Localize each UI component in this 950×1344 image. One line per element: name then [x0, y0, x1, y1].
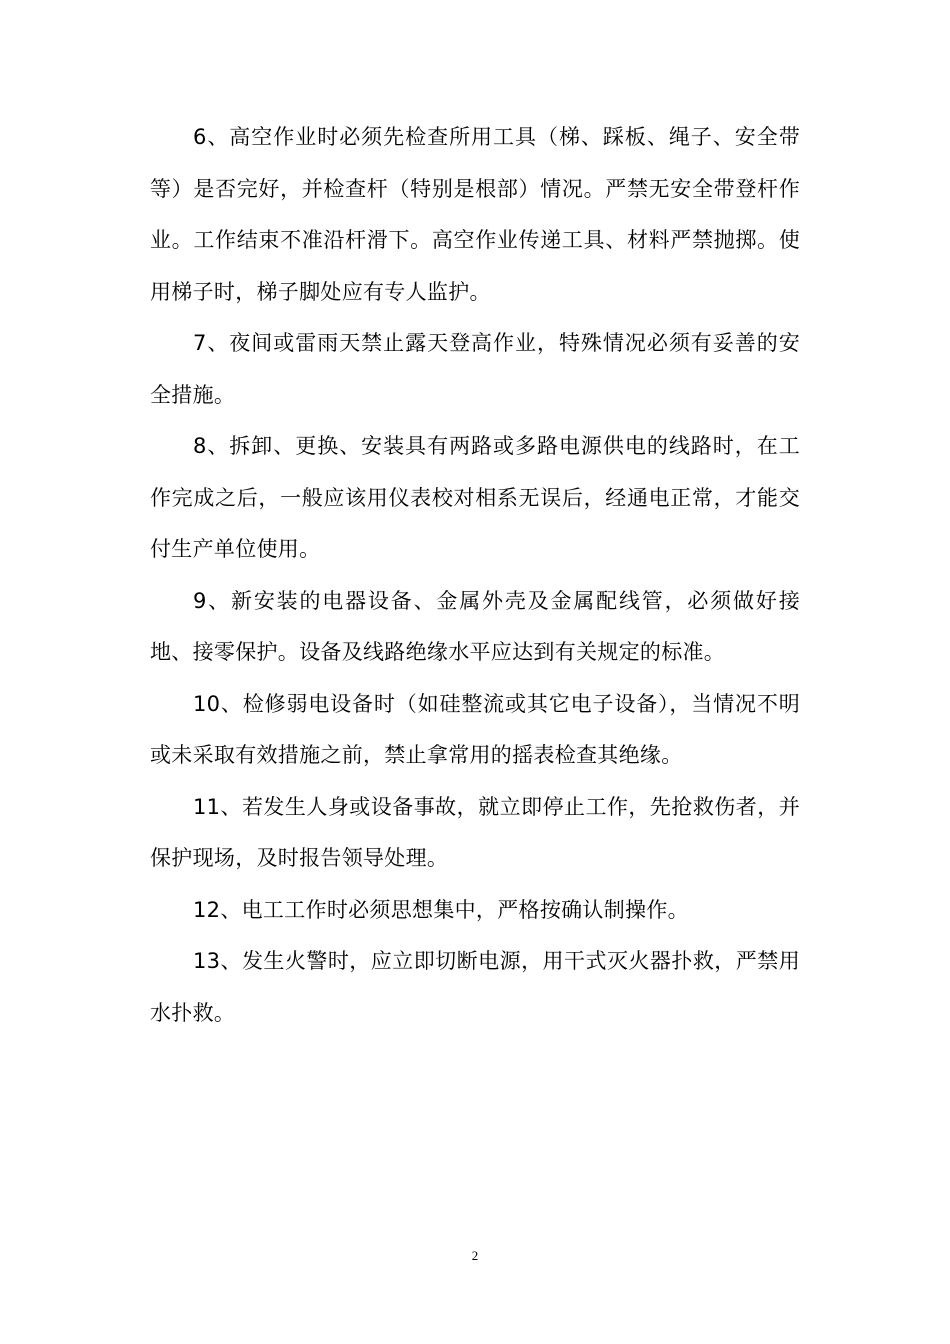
rule-paragraph-11: 11、若发生人身或设备事故，就立即停止工作，先抢救伤者，并保护现场，及时报告领导处理。: [150, 794, 800, 870]
page-number: 2: [471, 1248, 479, 1263]
rule-paragraph-8: 8、拆卸、更换、安装具有两路或多路电源供电的线路时，在工作完成之后，一般应该用仪表校对相系无误后，经通电正常，才能交付生产单位使用。: [150, 434, 800, 561]
rule-paragraph-9: 9、新安装的电器设备、金属外壳及金属配线管，必须做好接地、接零保护。设备及线路绝缘水平应达到有关规定的标准。: [150, 588, 800, 664]
rule-paragraph-13: 13、发生火警时，应立即切断电源，用干式灭火器扑救，严禁用水扑救。: [150, 949, 800, 1025]
rule-paragraph-10: 10、检修弱电设备时（如硅整流或其它电子设备），当情况不明或未采取有效措施之前，禁止拿常用的摇表检查其绝缘。: [150, 691, 800, 767]
rule-paragraph-6: 6、高空作业时必须先检查所用工具（梯、踩板、绳子、安全带等）是否完好，并检查杆（特别是根部）情况。严禁无安全带登杆作业。工作结束不准沿杆滑下。高空作业传递工具、材料严禁抛掷。使用梯子时，梯子脚处应有专人监护。: [150, 125, 800, 304]
rule-paragraph-7: 7、夜间或雷雨天禁止露天登高作业，特殊情况必须有妥善的安全措施。: [150, 331, 800, 407]
rule-paragraph-12: 12、电工工作时必须思想集中，严格按确认制操作。: [193, 897, 689, 922]
document-body: [150, 112, 800, 1039]
